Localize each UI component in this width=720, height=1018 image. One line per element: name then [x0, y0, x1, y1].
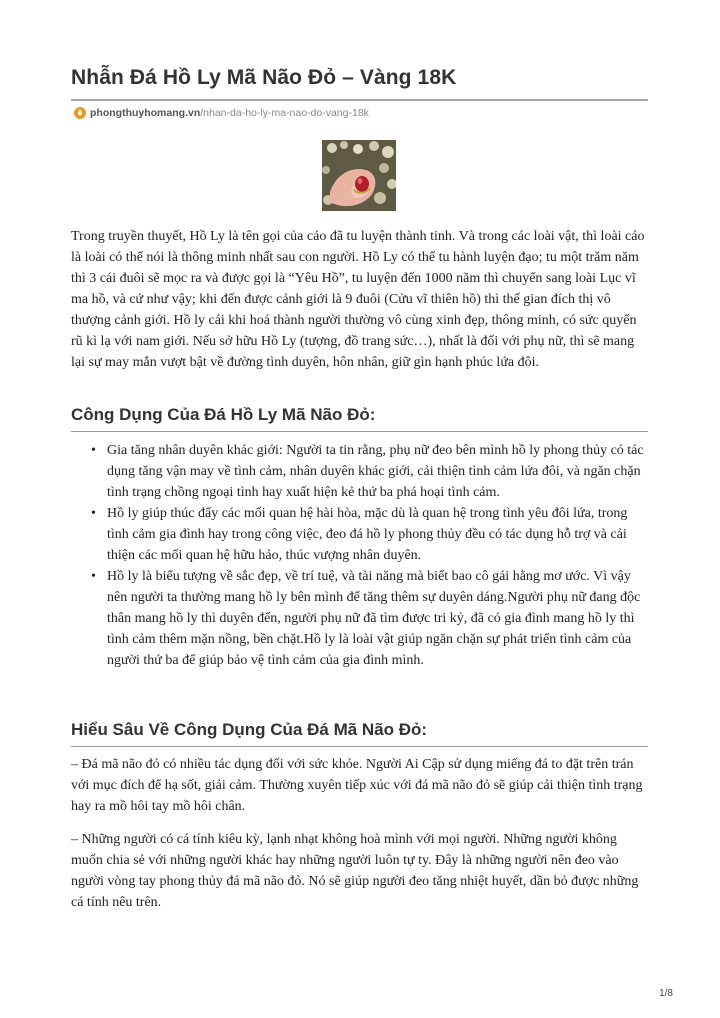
title-divider [71, 99, 648, 101]
personality-paragraph: – Những người có cá tính kiêu kỳ, lạnh nhạt không hoà mình với mọi người. Những người không muốn chia sẻ với những người khác hay những người luôn tự ty. Đây là những người nên đeo vào người vòng tay phong thủy đá mã não đỏ. Nó sẽ giúp người đeo tăng nhiệt huyết, dần bỏ được những cá tính nêu trên. [71, 832, 639, 910]
list-item [71, 440, 651, 503]
source-path[interactable]: /nhan-da-ho-ly-ma-nao-do-vang-18k [200, 107, 369, 119]
list-item-text: Gia tăng nhân duyên khác giới: Người ta tin rằng, phụ nữ đeo bên mình hồ ly phong thủy có tác dụng tăng vận may về tình cảm, nhân duyên khác giới, cải thiện tình cảm lứa đôi, và ngăn chặn tình trạng chồng ngoại tình hay xuất hiện kẻ thứ ba phá hoại tình cảm. [107, 443, 644, 500]
site-favicon-icon [74, 107, 86, 119]
section-divider [71, 746, 648, 747]
list-item [71, 566, 651, 671]
intro-paragraph: Trong truyền thuyết, Hồ Ly là tên gọi của cáo đã tu luyện thành tinh. Và trong các loài vật, thì loài cáo là loài có thể nói là thông minh nhất sau con người. Hồ Ly có thể tu hành luyện đạo; tu một trăm năm thì 3 cái đuôi sẽ mọc ra và được gọi là “Yêu Hồ”, tu luyện đến 1000 năm thì chuyển sang loài Lục vĩ ma hồ, và cứ như vậy; khi đến được cảnh giới là 9 đuôi (Cửu vĩ thiên hồ) thì thế gian đích thị vô thượng cảnh giới. Hồ ly cái khi hoá thành người thường vô cùng xinh đẹp, thông minh, có sức quyến rũ kì lạ với nam giới. Nếu sở hữu Hồ Ly (tượng, đồ trang sức…), nhất là đối với phụ nữ, thì sẽ mang lại sự may mắn vượt bật về đường tình duyên, hôn nhân, giữ gìn hạnh phúc lứa đôi. [71, 229, 645, 370]
bullet-icon: • [91, 569, 96, 584]
list-item-text: Hồ ly giúp thúc đẩy các mối quan hệ hài hòa, mặc dù là quan hệ trong tình yêu đôi lứa, trong tình cảm gia đình hay trong công việc, đeo đá hồ ly phong thủy đều có tác dụng hỗ trợ và cải thiện các mối quan hệ hữu hảo, thúc vượng nhân duyên. [107, 506, 628, 563]
section-heading-deep-dive: Hiểu Sâu Về Công Dụng Của Đá Mã Não Đỏ: [71, 720, 428, 739]
source-link[interactable] [74, 107, 369, 119]
bullet-icon: • [91, 443, 96, 458]
section-heading-uses: Công Dụng Của Đá Hồ Ly Mã Não Đỏ: [71, 405, 376, 424]
uses-list [71, 440, 651, 671]
bullet-icon: • [91, 506, 96, 521]
page-indicator: 1/8 [659, 988, 673, 999]
health-paragraph: – Đá mã não đỏ có nhiều tác dụng đối với sức khỏe. Người Ai Cập sử dụng miếng đá to đặt trên trán với mục đích để hạ sốt, giải cảm. Thường xuyên tiếp xúc với đá mã não đỏ sẽ giúp cải thiện tình trạng hay ra mồ hôi tay mồ hôi chân. [71, 757, 643, 814]
list-item-text: Hồ ly là biểu tượng về sắc đẹp, về trí tuệ, và tài năng mà biết bao cô gái hằng mơ ước. Vì vậy nên người ta thường mang hồ ly bên mình để tăng thêm sự duyên dáng.Người phụ nữ đang độc thân mang hồ ly thì duyên đến, người phụ nữ đã tìm được tri kỷ, đã có gia đình mang hồ ly thì tình cảm thêm mặn nồng, bền chặt.Hồ ly là loài vật giúp ngăn chặn sự phát triển tình cảm của người thứ ba để giúp bảo vệ tình cảm của gia đình mình. [107, 569, 641, 668]
list-item [71, 503, 651, 566]
page-title: Nhẫn Đá Hồ Ly Mã Não Đỏ – Vàng 18K [71, 66, 457, 89]
product-photo [322, 140, 396, 211]
source-domain[interactable]: phongthuyhomang.vn [90, 107, 201, 119]
section-divider [71, 431, 648, 432]
